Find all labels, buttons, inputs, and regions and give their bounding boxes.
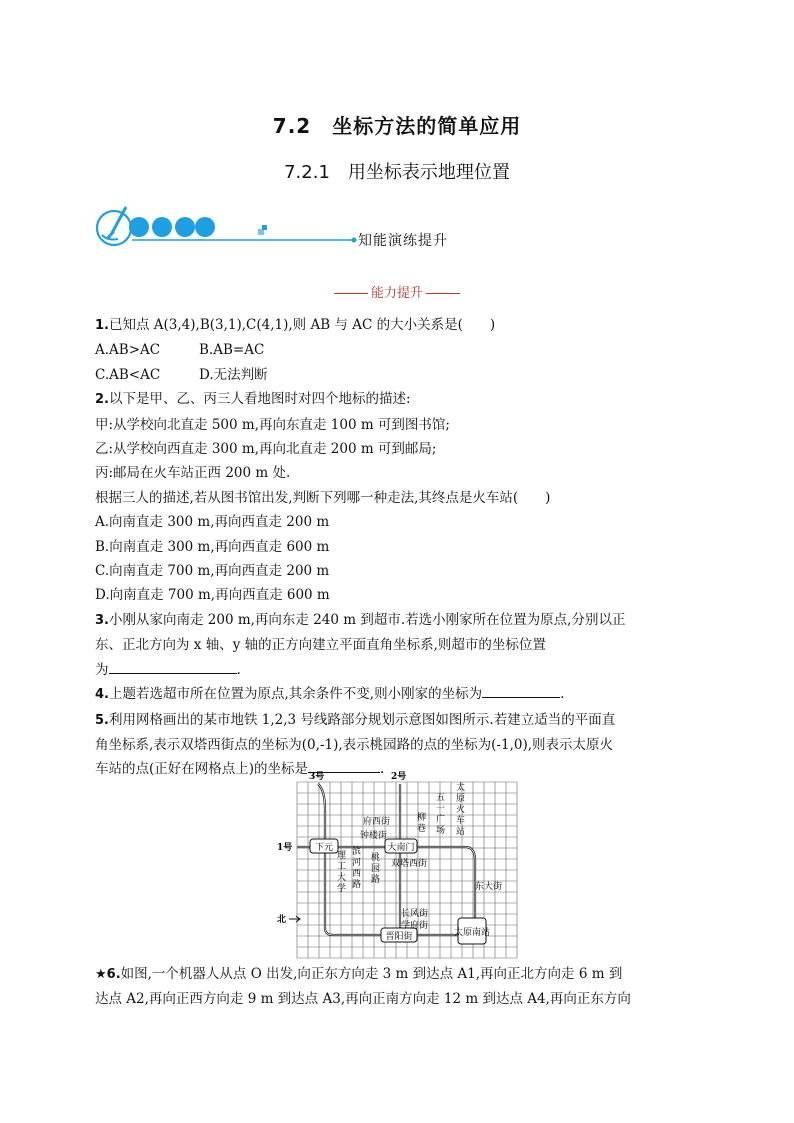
page-title: 7.2 坐标方法的简单应用 xyxy=(272,114,522,138)
question-line: 角坐标系,表示双塔西街点的坐标为(0,-1),表示桃园路的点的坐标为(-1,0),则表示太原火 xyxy=(95,736,614,753)
place-label-char: 站 xyxy=(456,827,466,837)
line-1-label: 1号 xyxy=(277,843,293,853)
question-line: 东、正北方向为 x 轴、y 轴的正方向建立平面直角坐标系,则超市的坐标位置 xyxy=(95,637,546,654)
question-line: 甲:从学校向北直走 500 m,再向东直走 100 m 可到图书馆; xyxy=(95,416,450,433)
banner-dot xyxy=(175,217,195,237)
question-line: 丙:邮局在火车站正西 200 m 处. xyxy=(95,465,291,482)
option-a: A.AB>AC xyxy=(95,342,161,359)
question-line: 根据三人的描述,若从图书馆出发,判断下列哪一种走法,其终点是火车站( ) xyxy=(95,489,551,506)
banner-dot xyxy=(129,217,149,237)
place-label-char: 五 xyxy=(436,793,446,803)
place-label-char: 学 xyxy=(337,884,347,894)
north-arrow-icon xyxy=(289,916,300,922)
place-label-char: 巷 xyxy=(417,824,427,834)
banner-dot xyxy=(152,217,172,237)
line-1-track xyxy=(297,847,475,920)
page-subtitle: 7.2.1 用坐标表示地理位置 xyxy=(284,162,510,183)
station-danan-men: 大南门 xyxy=(387,843,415,853)
question-3: 3.小刚从家向南走 200 m,再向东走 240 m 到超市.若选小刚家所在位置为原点,分别以正 xyxy=(95,611,626,628)
place-label-char: 园 xyxy=(371,864,381,874)
banner-label: 知能演练提升 xyxy=(358,233,448,249)
place-label-char: 火 xyxy=(456,805,466,815)
place-label: 双塔西街 xyxy=(391,859,428,869)
question-line: 达点 A2,再向正西方向走 9 m 到达点 A3,再向正南方向走 12 m 到达点 A4,再向正东方向 xyxy=(95,991,631,1008)
banner-dot xyxy=(195,217,215,237)
place-label-char: 柳 xyxy=(417,813,427,823)
place-label: 钟楼街 xyxy=(360,831,388,841)
option-d: D.向南直走 700 m,再向西直走 600 m xyxy=(95,587,330,604)
place-label-char: 理 xyxy=(337,851,347,861)
section-heading xyxy=(0,282,794,301)
brush-icon xyxy=(97,207,131,245)
place-label: 东大街 xyxy=(475,882,503,892)
place-label-char: 太 xyxy=(456,783,466,793)
question-text: 已知点 A(3,4),B(3,1),C(4,1),则 AB 与 AC 的大小关系是( ) xyxy=(108,317,496,333)
place-label-char: 西 xyxy=(352,869,362,879)
options-row xyxy=(95,363,695,387)
question-text: 小刚从家向南走 200 m,再向东走 240 m 到超市.若选小刚家所在位置为原点,分别以正 xyxy=(108,611,626,628)
options-row xyxy=(95,338,695,362)
question-4: 4.上题若选超市所在位置为原点,其余条件不变,则小刚家的坐标为 . xyxy=(95,682,695,707)
answer-blank[interactable] xyxy=(109,659,237,674)
question-text: 利用网格画出的某市地铁 1,2,3 号线路部分规划示意图如图所示.若建立适当的平面直 xyxy=(108,711,616,728)
question-list xyxy=(95,313,695,782)
place-label: 长风街 xyxy=(401,909,429,919)
answer-blank[interactable] xyxy=(482,683,560,698)
place-label-char: 滨 xyxy=(352,847,362,857)
place-label-char: 桃 xyxy=(371,853,381,863)
place-label: 府西街 xyxy=(363,817,391,827)
option-d: D.无法判断 xyxy=(199,366,268,383)
question-1: 1.已知点 A(3,4),B(3,1),C(4,1),则 AB 与 AC 的大小关系是( ) xyxy=(95,317,496,333)
place-label-char: 河 xyxy=(352,858,362,868)
option-c: C.AB<AC xyxy=(95,366,161,383)
place-label: 学府街 xyxy=(401,921,429,931)
place-label-char: 大 xyxy=(337,873,347,883)
option-b: B.AB=AC xyxy=(199,342,265,359)
question-text: 上题若选超市所在位置为原点,其余条件不变,则小刚家的坐标为 xyxy=(108,686,483,703)
place-label-char: 路 xyxy=(371,875,381,885)
question-6: ★6.如图,一个机器人从点 O 出发,向正东方向走 3 m 到达点 A1,再向正北方向走 6 m 到 达点 A2,再向正西方向走 9 m 到达点 A3,再向正南方向走 12 m 到达点 A4,再向正东方向 xyxy=(95,962,695,1012)
question-line: 为 . xyxy=(95,658,695,682)
place-label-char: 原 xyxy=(456,794,466,804)
place-label-char: 一 xyxy=(436,804,446,814)
station-jinyang-street: 晋阳街 xyxy=(385,932,413,942)
option-c: C.向南直走 700 m,再向西直走 200 m xyxy=(95,563,330,580)
line-3-label: 3号 xyxy=(309,772,325,782)
place-label-char: 路 xyxy=(352,880,362,890)
option-b: B.向南直走 300 m,再向西直走 600 m xyxy=(95,538,330,555)
subway-map xyxy=(275,770,520,965)
question-2: 2.以下是甲、乙、丙三人看地图时对四个地标的描述: xyxy=(95,391,411,408)
north-label: 北 xyxy=(277,915,287,925)
question-text: 以下是甲、乙、丙三人看地图时对四个地标的描述: xyxy=(108,391,411,408)
question-line: 乙:从学校向西直走 300 m,再向北直走 200 m 可到邮局; xyxy=(95,441,437,458)
option-a: A.向南直走 300 m,再向西直走 200 m xyxy=(95,514,330,531)
place-label-char: 场 xyxy=(436,826,446,836)
question-5: 5.利用网格画出的某市地铁 1,2,3 号线路部分规划示意图如图所示.若建立适当的平面直 xyxy=(95,711,616,728)
place-label-char: 工 xyxy=(337,862,347,872)
place-label-char: 车 xyxy=(456,816,466,826)
place-label-char: 广 xyxy=(436,815,446,825)
section-label: 能力提升 xyxy=(370,286,423,301)
station-taiyuan-south: 太原南站 xyxy=(453,928,491,938)
question-text: 如图,一个机器人从点 O 出发,向正东方向走 3 m 到达点 A1,再向正北方向走 6 m 到 xyxy=(120,966,623,982)
line-2-label: 2号 xyxy=(391,772,407,782)
station-xiayuan: 下元 xyxy=(314,843,334,853)
question-line: 车站的点(正好在网格点上)的坐标是 . xyxy=(95,757,695,781)
line-1-track-inner xyxy=(297,847,475,920)
